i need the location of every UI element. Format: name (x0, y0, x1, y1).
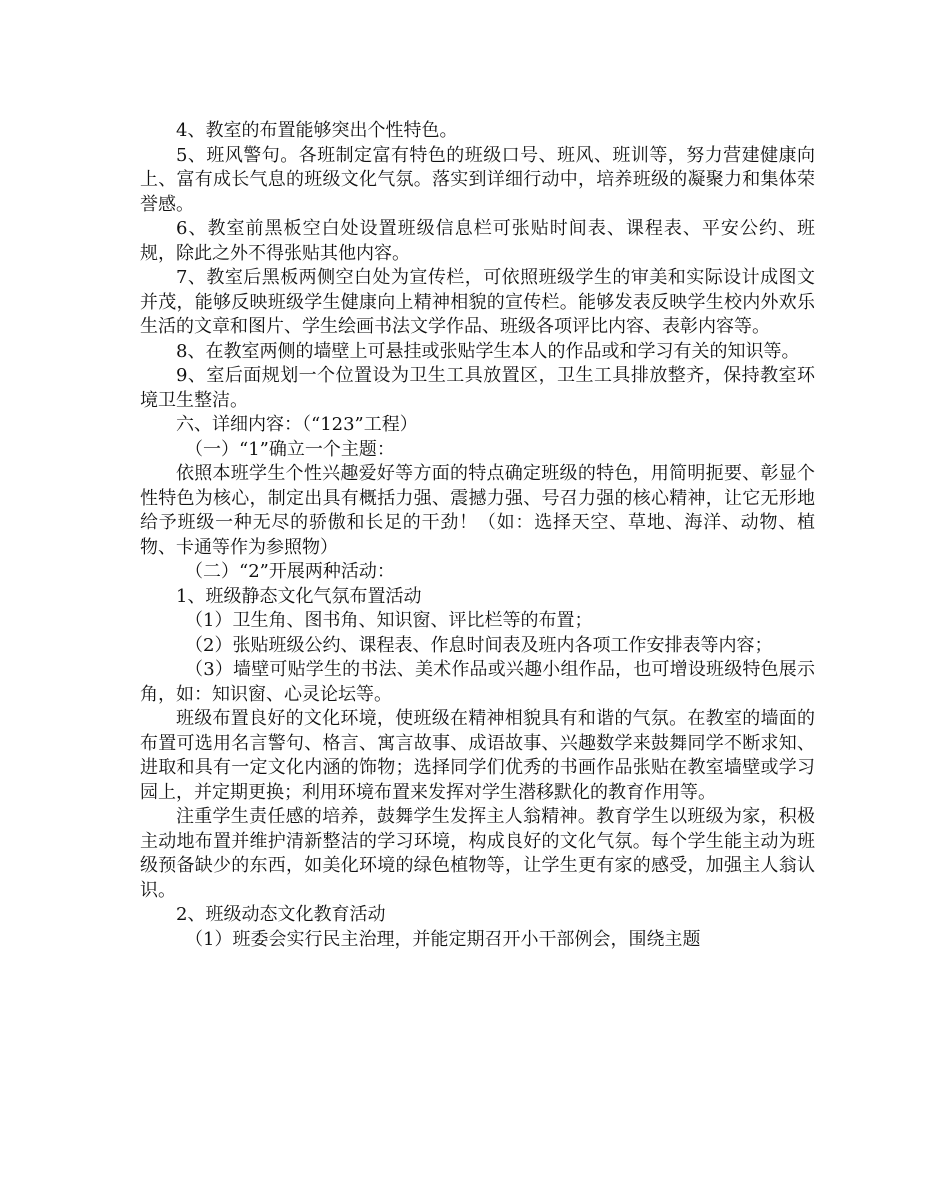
list-item: （2）张贴班级公约、课程表、作息时间表及班内各项工作安排表等内容； (185, 634, 773, 656)
list-item: （3）墙壁可贴学生的书法、美术作品或兴趣小组作品，也可增设班级特色展示角，如：知识窗、心灵论坛等。 (140, 659, 815, 705)
section-heading: 六、详细内容：（“123”工程） (176, 414, 418, 435)
document-body (140, 119, 815, 952)
paragraph: 8、在教室两侧的墙壁上可悬挂或张贴学生本人的作品或和学习有关的知识等。 (176, 340, 800, 362)
paragraph: 9、室后面规划一个位置设为卫生工具放置区，卫生工具排放整齐，保持教室环境卫生整洁。 (140, 365, 815, 411)
paragraph: 班级布置良好的文化环境，使班级在精神相貌具有和谐的气氛。在教室的墙面的布置可选用名言警句、格言、寓言故事、成语故事、兴趣数学来鼓舞同学不断求知、进取和具有一定文化内涵的饰物；选择同学们优秀的书画作品张贴在教室墙壁或学习园上，并定期更换；利用环境布置来发挥对学生潜移默化的教育作用等。 (140, 708, 815, 803)
paragraph: 4、教室的布置能够突出个性特色。 (176, 120, 458, 141)
paragraph: 6、教室前黑板空白处设置班级信息栏可张贴时间表、课程表、平安公约、班规，除此之外不得张贴其他内容。 (140, 218, 815, 264)
paragraph: 依照本班学生个性兴趣爱好等方面的特点确定班级的特色，用简明扼要、彰显个性特色为核心，制定出具有概括力强、震撼力强、号召力强的核心精神，让它无形地给予班级一种无尽的骄傲和长足的干劲！（如：选择天空、草地、海洋、动物、植物、卡通等作为参照物） (140, 463, 815, 558)
list-item: （1）班委会实行民主治理，并能定期召开小干部例会，围绕主题 (185, 928, 701, 950)
paragraph: 注重学生责任感的培养，鼓舞学生发挥主人翁精神。教育学生以班级为家，积极主动地布置并维护清新整洁的学习环境，构成良好的文化气氛。每个学生能主动为班级预备缺少的东西，如美化环境的绿色植物等，让学生更有家的感受，加强主人翁认识。 (140, 806, 815, 901)
subsection-heading: （二）“2”开展两种活动： (185, 561, 395, 582)
paragraph: 1、班级静态文化气氛布置活动 (176, 585, 422, 607)
list-item: （1）卫生角、图书角、知识窗、评比栏等的布置； (185, 610, 593, 631)
paragraph: 5、班风警句。各班制定富有特色的班级口号、班风、班训等，努力营建健康向上、富有成长气息的班级文化气氛。落实到详细行动中，培养班级的凝聚力和集体荣誉感。 (140, 144, 815, 215)
paragraph: 2、班级动态文化教育活动 (176, 904, 386, 925)
subsection-heading: （一）“1”确立一个主题： (185, 438, 395, 460)
paragraph: 7、教室后黑板两侧空白处为宣传栏，可依照班级学生的审美和实际设计成图文并茂，能够反映班级学生健康向上精神相貌的宣传栏。能够发表反映学生校内外欢乐生活的文章和图片、学生绘画书法文学作品、班级各项评比内容、表彰内容等。 (140, 267, 815, 337)
